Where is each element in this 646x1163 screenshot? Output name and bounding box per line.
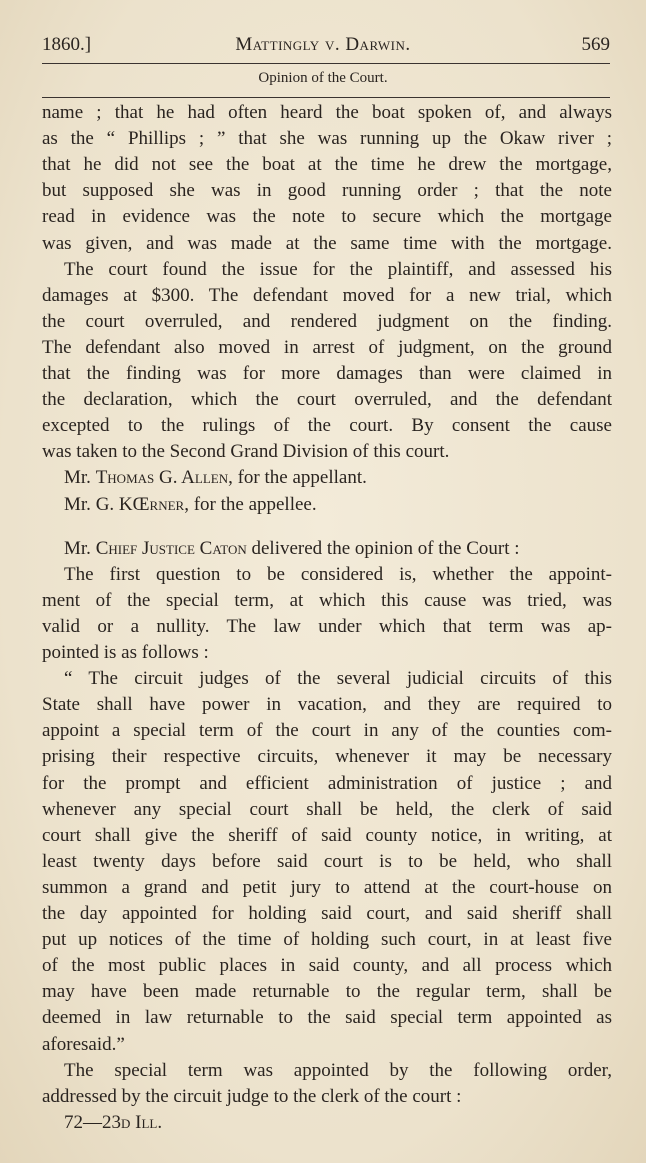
text-segment: , for the appellee. [184, 493, 317, 515]
text-line: ment of the special term, at which this cause was tried, was [42, 589, 612, 611]
text-line [64, 1111, 612, 1135]
text-line: pointed is as follows : [42, 642, 209, 663]
text-line: The court found the issue for the plaintiff, and assessed his [64, 258, 612, 280]
text-line: may have been made returnable to the regular term, shall be [42, 981, 612, 1003]
text-line: addressed by the circuit judge to the clerk of the court : [42, 1085, 462, 1107]
section-rule [42, 97, 610, 98]
name-smallcaps: Thomas G. Allen [95, 467, 229, 489]
running-head-year: 1860.] [42, 34, 92, 55]
text-segment: Mr. [64, 537, 96, 559]
header-rule [42, 63, 610, 64]
text-line [64, 537, 612, 561]
text-line: State shall have power in vacation, and they are required to [42, 694, 612, 716]
text-line: summon a grand and petit jury to attend at the court-house on [42, 876, 612, 898]
text-line [64, 466, 612, 490]
text-line: but supposed she was in good running order ; that the note [42, 180, 612, 202]
text-line: damages at $300. The defendant moved for a new trial, which [42, 284, 612, 306]
text-line: put up notices of the time of holding such court, in at least five [42, 929, 612, 951]
text-line: court shall give the sheriff of said county notice, in writing, at [42, 824, 612, 846]
page-number: 569 [581, 34, 610, 55]
text-line: that he did not see the boat at the time he drew the mortgage, [42, 154, 612, 176]
text-line: of the most public places in said county, and all process which [42, 955, 612, 977]
text-line: the declaration, which the court overruled, and the defendant [42, 389, 612, 411]
text-line: appoint a special term of the court in any of the counties com- [42, 720, 612, 742]
text-segment: 72—23 [64, 1111, 121, 1133]
text-line: read in evidence was the note to secure which the mortgage [42, 206, 612, 228]
text-segment: delivered the opinion of the Court : [246, 537, 520, 559]
text-line: deemed in law returnable to the said special term appointed as [42, 1007, 612, 1029]
name-smallcaps: Chief Justice Caton [95, 537, 247, 559]
text-line: as the “ Phillips ; ” that she was running up the Okaw river ; [42, 128, 612, 150]
running-head-case: Mattingly v. Darwin. [235, 34, 411, 55]
text-line: name ; that he had often heard the boat spoken of, and always [42, 102, 612, 123]
text-line: whenever any special court shall be held, the clerk of said [42, 798, 612, 820]
text-line: The first question to be considered is, whether the appoint- [64, 563, 612, 585]
text-segment: Mr. [64, 493, 96, 515]
text-segment: , for the appellant. [228, 467, 367, 489]
text-segment: Mr. [64, 467, 96, 489]
text-line: the court overruled, and rendered judgment on the finding. [42, 310, 612, 332]
text-line: the day appointed for holding said court, and said sheriff shall [42, 903, 612, 924]
name-smallcaps: d Ill. [121, 1111, 163, 1133]
text-line: was taken to the Second Grand Division of this court. [42, 441, 450, 463]
text-line: prising their respective circuits, whenever it may be necessary [42, 746, 612, 768]
text-line: aforesaid.” [42, 1033, 125, 1055]
text-line: valid or a nullity. The law under which that term was ap- [42, 615, 612, 637]
text-line [64, 493, 612, 517]
text-line: that the finding was for more damages than were claimed in [42, 363, 612, 384]
text-line: “ The circuit judges of the several judicial circuits of this [64, 668, 612, 690]
text-line: for the prompt and efficient administration of justice ; and [42, 772, 612, 794]
text-line: excepted to the rulings of the court. By consent the cause [42, 415, 612, 437]
text-line: was given, and was made at the same time with the mortgage. [42, 232, 612, 254]
name-smallcaps: G. KŒrner [95, 493, 185, 515]
text-line: least twenty days before said court is to be held, who shall [42, 850, 612, 872]
text-line: The special term was appointed by the following order, [64, 1059, 612, 1081]
section-heading: Opinion of the Court. [258, 70, 388, 86]
text-line: The defendant also moved in arrest of judgment, on the ground [42, 336, 612, 358]
